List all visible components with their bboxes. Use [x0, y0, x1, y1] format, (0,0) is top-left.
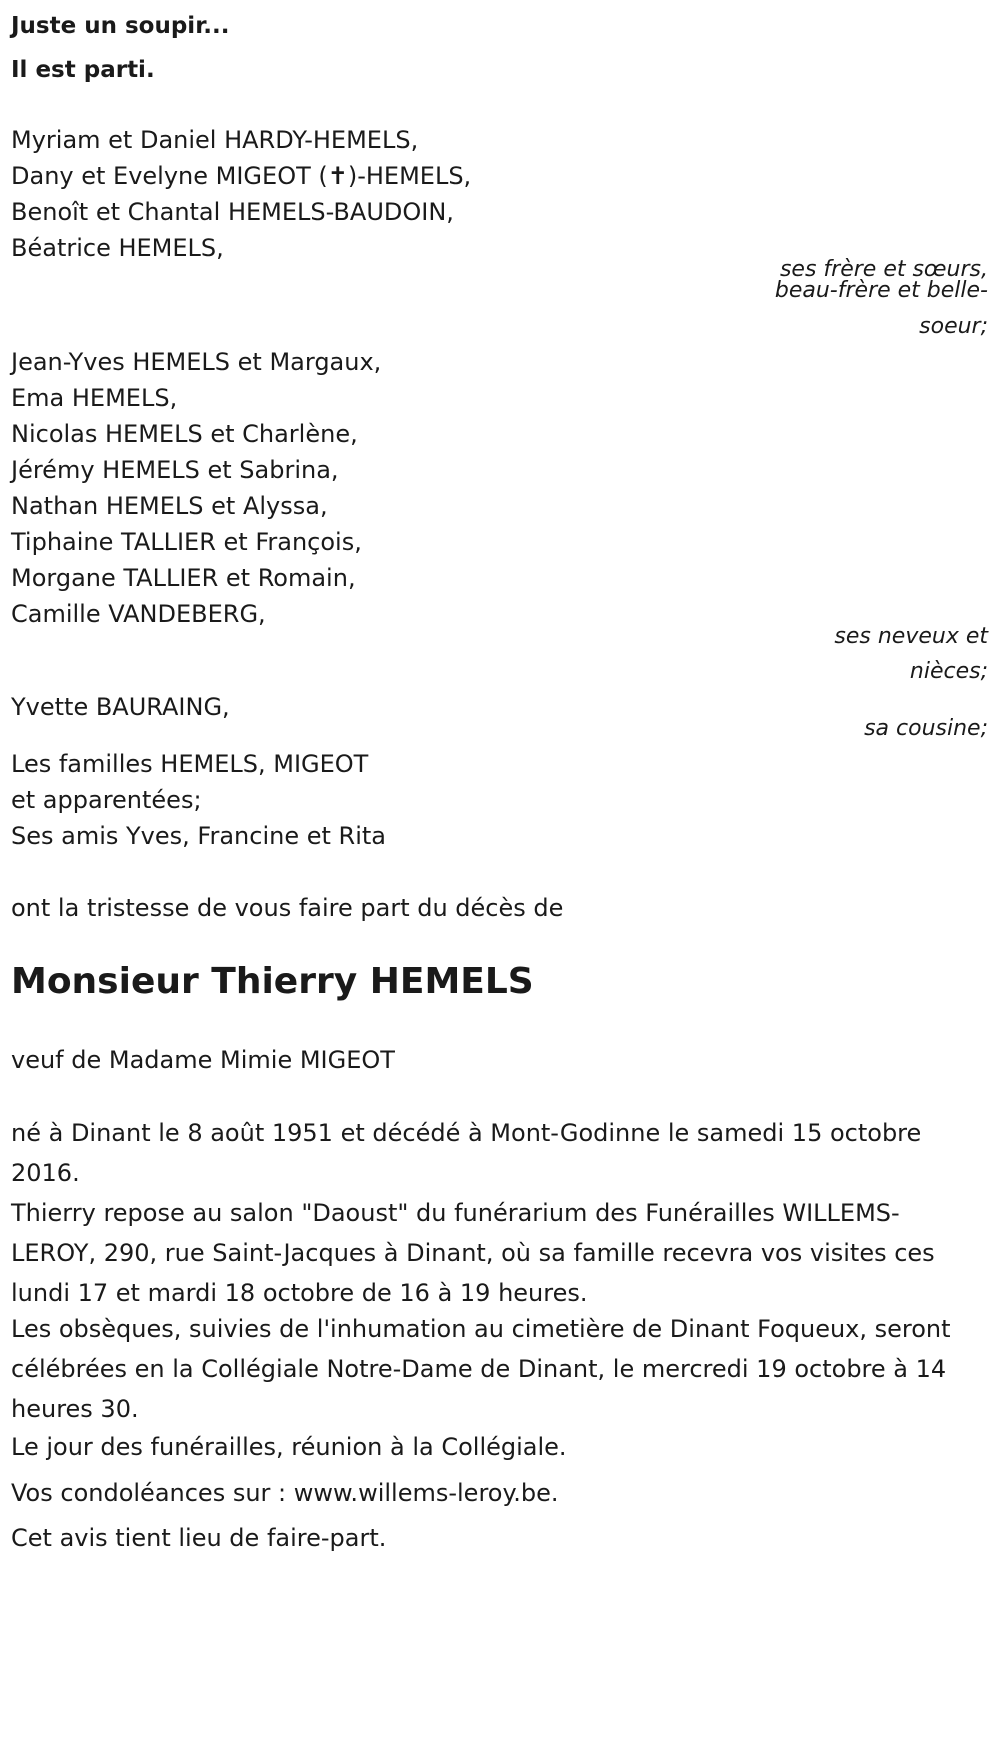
- funeral-paragraph: Les obsèques, suivies de l'inhumation au cimetière de Dinant Foqueux, seront célébrées en la Collégiale Notre-Dame de Dinant, le mercredi 19 octobre à 14 heures 30.: [11, 1315, 951, 1423]
- nephew-1: Jean-Yves HEMELS et Margaux,: [11, 348, 382, 376]
- friends-line: Ses amis Yves, Francine et Rita: [11, 822, 386, 850]
- visitation-paragraph: Thierry repose au salon "Daoust" du funérarium des Funérailles WILLEMS-LEROY, 290, rue Saint-Jacques à Dinant, où sa famille recevra vos visites ces lundi 17 et mardi 18 octobre de 16 à 19 heures.: [11, 1199, 935, 1307]
- nephew-2: Ema HEMELS,: [11, 384, 178, 412]
- nephew-3: Nicolas HEMELS et Charlène,: [11, 420, 358, 448]
- widower-line: veuf de Madame Mimie MIGEOT: [11, 1046, 395, 1074]
- intro-line-1: Juste un soupir...: [11, 13, 230, 39]
- nephew-6: Tiphaine TALLIER et François,: [11, 528, 362, 556]
- families-line-2: et apparentées;: [11, 786, 202, 814]
- nephew-8: Camille VANDEBERG,: [11, 600, 266, 628]
- sibling-2: Dany et Evelyne MIGEOT (✝)-HEMELS,: [11, 162, 472, 190]
- sibling-4: Béatrice HEMELS,: [11, 234, 224, 262]
- cousin-relation: sa cousine;: [864, 716, 988, 741]
- sibling-relation-line-3: soeur;: [919, 314, 988, 339]
- nephew-5: Nathan HEMELS et Alyssa,: [11, 492, 328, 520]
- announcement: ont la tristesse de vous faire part du décès de: [11, 894, 564, 922]
- birth-death-paragraph: né à Dinant le 8 août 1951 et décédé à Mont-Godinne le samedi 15 octobre 2016.: [11, 1119, 922, 1187]
- sibling-3: Benoît et Chantal HEMELS-BAUDOIN,: [11, 198, 454, 226]
- sibling-relation-line-1: ses frère et sœurs,: [779, 257, 988, 282]
- condolences-paragraph: Vos condoléances sur : www.willems-leroy.be.: [11, 1479, 559, 1507]
- sibling-1: Myriam et Daniel HARDY-HEMELS,: [11, 126, 419, 154]
- cousin-name: Yvette BAURAING,: [11, 693, 230, 721]
- nephew-relation-line-1: ses neveux et: [834, 624, 988, 649]
- sibling-relation-line-2: beau-frère et belle-: [774, 278, 988, 303]
- nephew-7: Morgane TALLIER et Romain,: [11, 564, 356, 592]
- nephew-4: Jérémy HEMELS et Sabrina,: [11, 456, 339, 484]
- gathering-paragraph: Le jour des funérailles, réunion à la Collégiale.: [11, 1433, 567, 1461]
- families-line-1: Les familles HEMELS, MIGEOT: [11, 750, 369, 778]
- deceased-name: Monsieur Thierry HEMELS: [11, 961, 534, 1002]
- notice-paragraph: Cet avis tient lieu de faire-part.: [11, 1524, 387, 1552]
- intro-line-2: Il est parti.: [11, 57, 155, 83]
- nephew-relation-line-2: nièces;: [909, 659, 988, 684]
